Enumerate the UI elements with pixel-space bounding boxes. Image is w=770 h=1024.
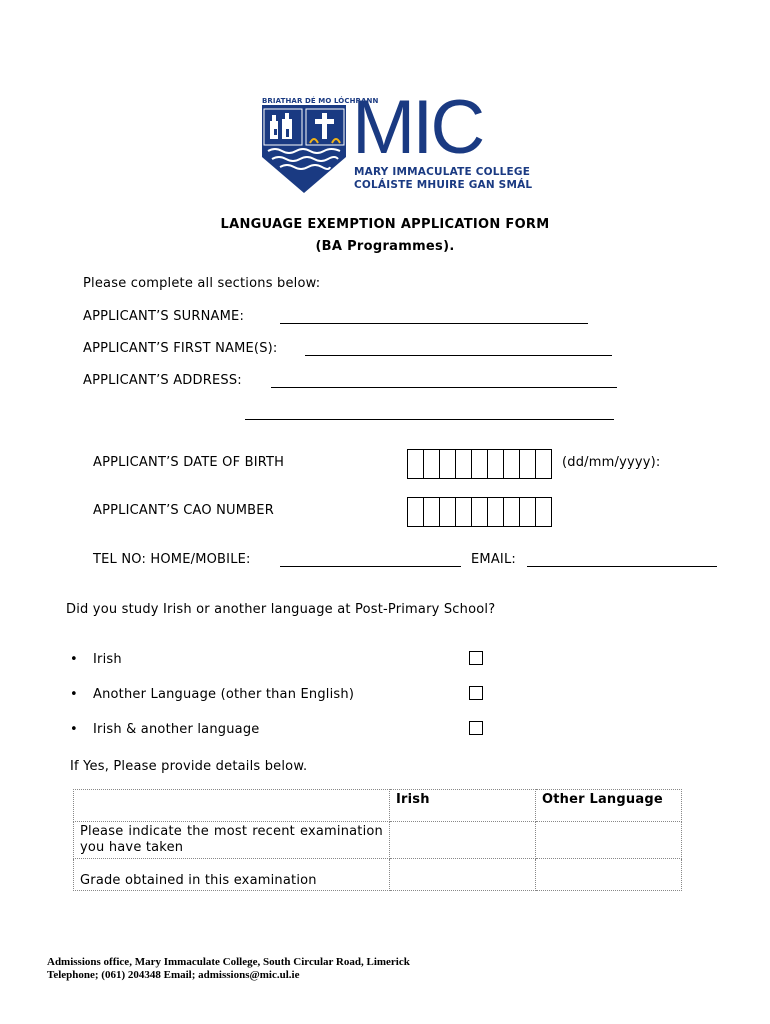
other-language-grade-cell[interactable] [536, 859, 682, 891]
surname-label: APPLICANT’S SURNAME: [83, 309, 245, 324]
logo-college-name-irish: COLÁISTE MHUIRE GAN SMÁL [354, 179, 533, 191]
details-prompt: If Yes, Please provide details below. [70, 759, 308, 774]
tel-label: TEL NO: HOME/MOBILE: [93, 552, 251, 567]
irish-exam-cell[interactable] [390, 822, 536, 859]
option-both-checkbox[interactable] [469, 721, 483, 735]
row-label-recent-exam: Please indicate the most recent examination you have taken [74, 822, 390, 859]
row-label-grade: Grade obtained in this examination [74, 859, 390, 891]
firstname-label: APPLICANT’S FIRST NAME(S): [83, 341, 278, 356]
dob-label: APPLICANT’S DATE OF BIRTH [93, 455, 285, 470]
email-label: EMAIL: [471, 552, 516, 567]
logo-wordmark: MIC [352, 85, 483, 170]
option-other-label: Another Language (other than English) [93, 687, 355, 702]
column-header-irish: Irish [390, 790, 536, 822]
other-language-exam-cell[interactable] [536, 822, 682, 859]
footer-contact [47, 956, 410, 982]
footer-address: Admissions office, Mary Immaculate College, South Circular Road, Limerick [47, 956, 410, 968]
table-corner-cell [74, 790, 390, 822]
bullet-icon: • [70, 687, 78, 702]
dob-format-hint: (dd/mm/yyyy): [562, 455, 661, 470]
address-label: APPLICANT’S ADDRESS: [83, 373, 242, 388]
bullet-icon: • [70, 652, 78, 667]
surname-field[interactable] [280, 311, 588, 324]
exam-details-table [73, 789, 682, 891]
footer-telephone-email: Telephone; (061) 204348 Email; admissions@mic.ul.ie [47, 969, 300, 981]
option-irish-checkbox[interactable] [469, 651, 483, 665]
cao-input-boxes[interactable] [407, 497, 552, 527]
option-irish-label: Irish [93, 652, 122, 667]
firstname-field[interactable] [305, 343, 612, 356]
logo-college-name: MARY IMMACULATE COLLEGE [354, 166, 531, 178]
language-question: Did you study Irish or another language at Post-Primary School? [66, 602, 496, 617]
option-both-label: Irish & another language [93, 722, 260, 737]
address-field-line2[interactable] [245, 407, 614, 420]
intro-text: Please complete all sections below: [83, 276, 321, 291]
column-header-other-language: Other Language [536, 790, 682, 822]
logo-motto: BRIATHAR DÉ MO LÓCHRANN [262, 97, 379, 105]
form-title: LANGUAGE EXEMPTION APPLICATION FORM [220, 217, 550, 232]
dob-input-boxes[interactable] [407, 449, 552, 479]
option-other-checkbox[interactable] [469, 686, 483, 700]
tel-field[interactable] [280, 554, 461, 567]
college-crest-icon [262, 105, 346, 193]
irish-grade-cell[interactable] [390, 859, 536, 891]
email-field[interactable] [527, 554, 717, 567]
cao-label: APPLICANT’S CAO NUMBER [93, 503, 274, 518]
form-subtitle: (BA Programmes). [315, 239, 455, 254]
address-field-line1[interactable] [271, 375, 617, 388]
bullet-icon: • [70, 722, 78, 737]
